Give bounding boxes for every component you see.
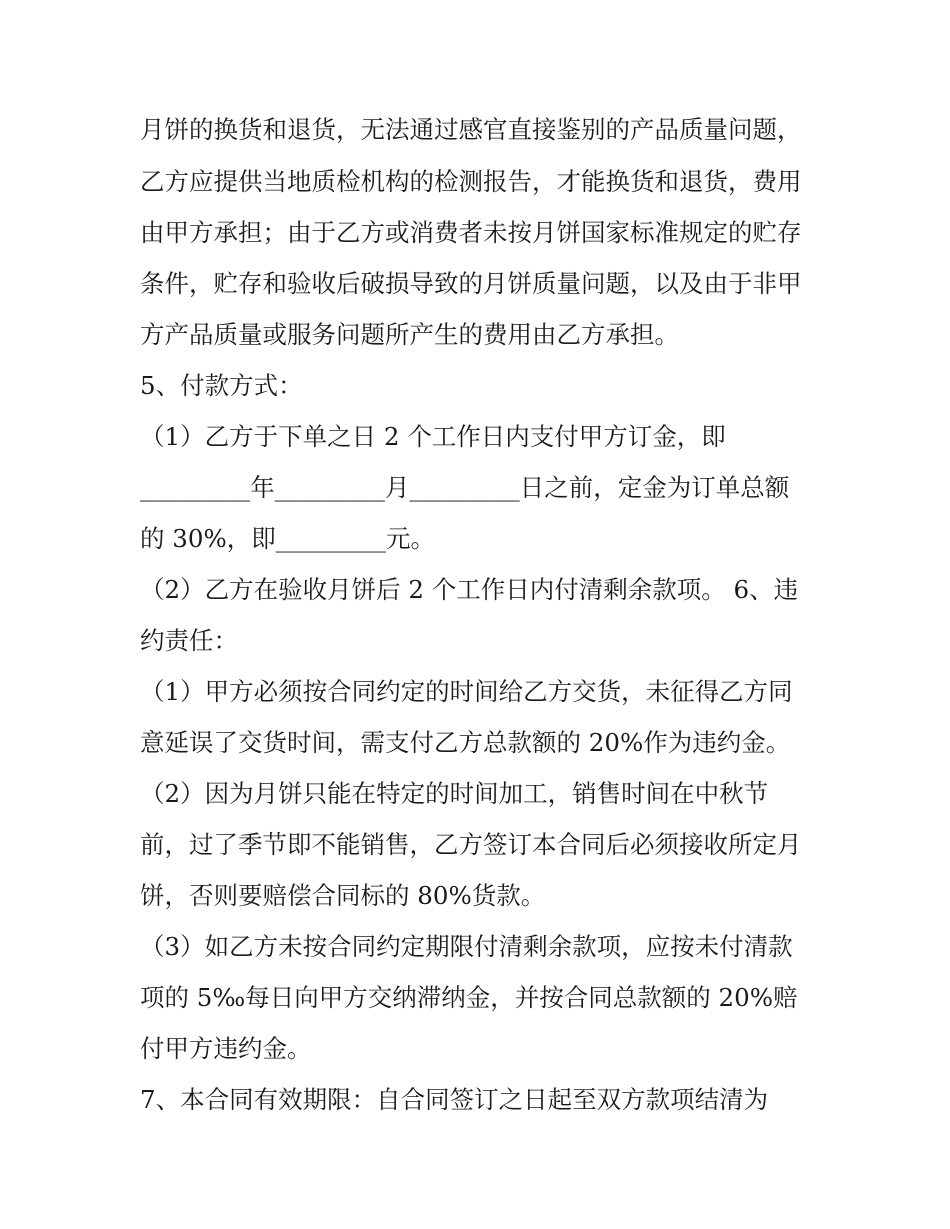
text-line: （2）乙方在验收月饼后 2 个工作日内付清剩余款项。 6、违 [140,575,799,604]
text-line: 月饼的换货和退货，无法通过感官直接鉴别的产品质量问题， [140,115,802,144]
text-line: 意延误了交货时间，需支付乙方总款额的 20%作为违约金。 [140,728,791,757]
text-line: 乙方应提供当地质检机构的检测报告，才能换货和退货，费用 [140,167,802,196]
text-line: 项的 5‰每日向甲方交纳滞纳金，并按合同总款额的 20%赔 [140,983,798,1012]
section-heading-term: 7、本合同有效期限：自合同签订之日起至双方款项结清为 [140,1085,769,1114]
text-line: 付甲方违约金。 [140,1034,312,1063]
text-line: （3）如乙方未按合同约定期限付清剩余款项，应按未付清款 [140,932,793,961]
text-line: 饼，否则要赔偿合同标的 80%货款。 [140,881,546,910]
amount-blank-line: 的 30%，即_________元。 [140,524,435,553]
text-line: （2）因为月饼只能在特定的时间加工，销售时间在中秋节 [140,779,769,808]
text-line: 前，过了季节即不能销售，乙方签订本合同后必须接收所定月 [140,830,802,859]
date-blank-line: _________年_________月_________日之前，定金为订单总额 [140,473,790,502]
section-heading-payment: 5、付款方式： [140,371,303,400]
text-line: 方产品质量或服务问题所产生的费用由乙方承担。 [140,320,679,349]
text-line: （1）乙方于下单之日 2 个工作日内支付甲方订金，即 [140,422,726,451]
text-line: （1）甲方必须按合同约定的时间给乙方交货，未征得乙方同 [140,677,793,706]
text-line: 条件，贮存和验收后破损导致的月饼质量问题，以及由于非甲 [140,269,802,298]
section-heading-liability: 约责任： [140,626,238,655]
text-line: 由甲方承担；由于乙方或消费者未按月饼国家标准规定的贮存 [140,218,802,247]
